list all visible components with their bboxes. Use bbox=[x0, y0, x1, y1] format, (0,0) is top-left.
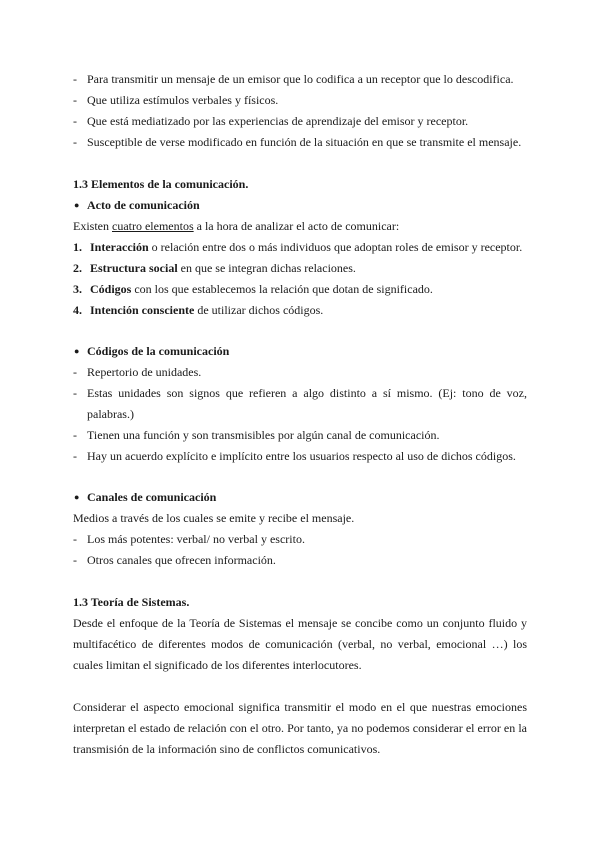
numbered-item: 4. Intención consciente de utilizar dichos códigos. bbox=[73, 303, 324, 317]
subsection-title: ● Códigos de la comunicación bbox=[74, 344, 230, 358]
elements-section bbox=[73, 174, 527, 321]
list-item: - Repertorio de unidades. bbox=[73, 365, 202, 379]
paragraph: Desde el enfoque de la Teoría de Sistemas el mensaje se concibe como un conjunto fluido y multifacético de diferentes modos de comunicación (verbal, no verbal, emocional …) los cuales limitan el significado de los diferentes interlocutores. bbox=[73, 616, 527, 672]
list-item: - Para transmitir un mensaje de un emisor que lo codifica a un receptor que lo descodifica. bbox=[73, 72, 514, 86]
intro-list bbox=[73, 69, 527, 153]
list-item: - Que utiliza estímulos verbales y físicos. bbox=[73, 93, 279, 107]
paragraph: Considerar el aspecto emocional significa transmitir el modo en el que nuestras emociones interpretan el estado de relación con el otro. Por tanto, ya no podemos considerar el error en la transmisión de la información sino de conflictos comunicativos. bbox=[73, 700, 527, 756]
canales-section bbox=[73, 487, 527, 571]
numbered-item: 2. Estructura social en que se integran dichas relaciones. bbox=[73, 261, 356, 275]
section-heading: 1.3 Teoría de Sistemas. bbox=[73, 595, 190, 609]
list-item: - Que está mediatizado por las experiencias de aprendizaje del emisor y receptor. bbox=[73, 114, 469, 128]
list-item: - Hay un acuerdo explícito e implícito entre los usuarios respecto al uso de dichos códigos. bbox=[73, 449, 516, 463]
acto-intro: Existen cuatro elementos a la hora de analizar el acto de comunicar: bbox=[73, 219, 400, 233]
codigos-section bbox=[73, 341, 527, 467]
list-item: - Susceptible de verse modificado en función de la situación en que se transmite el mensaje. bbox=[73, 135, 522, 149]
numbered-item: 1. Interacción o relación entre dos o más individuos que adoptan roles de emisor y receptor. bbox=[73, 240, 523, 254]
subsection-title: ● Acto de comunicación bbox=[74, 198, 200, 212]
list-item: - Tienen una función y son transmisibles por algún canal de comunicación. bbox=[73, 428, 440, 442]
canales-intro: Medios a través de los cuales se emite y recibe el mensaje. bbox=[73, 511, 355, 525]
numbered-item: 3. Códigos con los que establecemos la relación que dotan de significado. bbox=[73, 282, 433, 296]
section-heading: 1.3 Elementos de la comunicación. bbox=[73, 177, 249, 191]
list-item: - Estas unidades son signos que refieren a algo distinto a sí mismo. (Ej: tono de voz, palabras.) bbox=[73, 386, 527, 421]
subsection-title: ● Canales de comunicación bbox=[74, 490, 217, 504]
list-item: - Otros canales que ofrecen información. bbox=[73, 553, 276, 567]
systems-section bbox=[73, 592, 527, 760]
list-item: - Los más potentes: verbal/ no verbal y escrito. bbox=[73, 532, 305, 546]
